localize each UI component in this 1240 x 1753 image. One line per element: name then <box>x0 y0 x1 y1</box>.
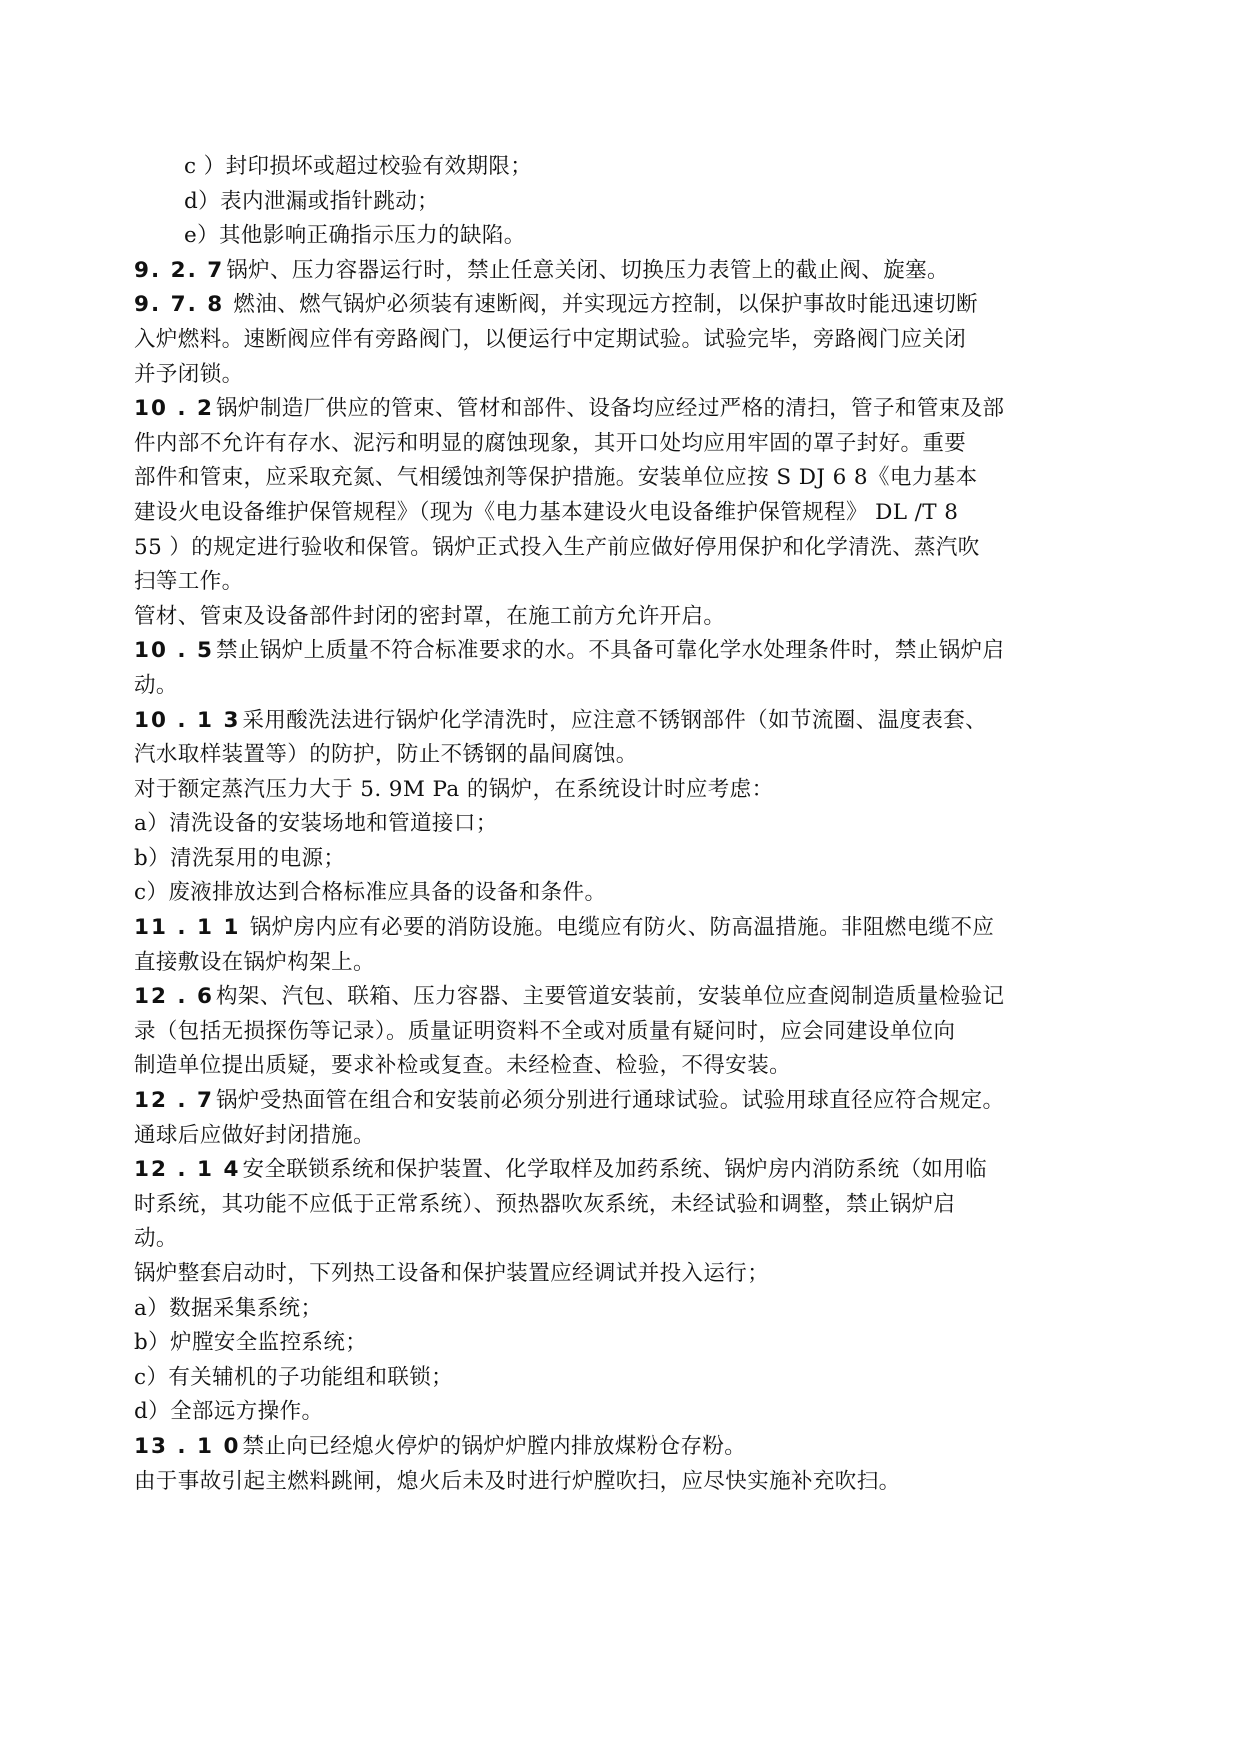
line-text: a）数据采集系统； <box>134 1295 323 1321</box>
text-line <box>134 1222 1114 1257</box>
line-text: 录（包括无损探伤等记录）。质量证明资料不全或对质量有疑问时，应会同建设单位向 <box>134 1018 956 1044</box>
text-line <box>134 876 1114 911</box>
line-text: 部件和管束，应采取充氮、气相缓蚀剂等保护措施。安装单位应按 S DJ 6 8《电力基本 <box>134 465 978 491</box>
clause-line <box>134 980 1114 1015</box>
line-text: 采用酸洗法进行锅炉化学清洗时，应注意不锈钢部件（如节流圈、温度表套、 <box>242 707 988 733</box>
line-text: 动。 <box>134 1226 178 1252</box>
line-text: c ）封印损坏或超过校验有效期限； <box>184 154 533 179</box>
clause-number: 12 . 7 <box>134 1088 215 1114</box>
clause-number: 10 . 1 3 <box>134 707 241 733</box>
line-text: e）其他影响正确指示压力的缺陷。 <box>184 223 526 249</box>
text-line <box>134 1188 1114 1223</box>
clause-number: 13 . 1 0 <box>134 1433 241 1459</box>
line-text: 禁止向已经熄火停炉的锅炉炉膛内排放煤粉仓存粉。 <box>242 1433 747 1459</box>
line-text: 汽水取样装置等）的防护，防止不锈钢的晶间腐蚀。 <box>134 742 638 768</box>
text-line <box>134 946 1114 981</box>
clause-line <box>134 1153 1114 1188</box>
clause-line <box>134 1084 1114 1119</box>
text-line <box>134 565 1114 600</box>
line-text: 锅炉房内应有必要的消防设施。电缆应有防火、防高温措施。非阻燃电缆不应 <box>242 915 995 941</box>
line-text: 55 ）的规定进行验收和保管。锅炉正式投入生产前应做好停用保护和化学清洗、蒸汽吹 <box>134 534 980 560</box>
line-text: 直接敷设在锅炉构架上。 <box>134 949 375 975</box>
line-text: 建设火电设备维护保管规程》（现为《电力基本建设火电设备维护保管规程》 DL /T 8 <box>134 499 959 525</box>
text-line <box>134 842 1114 877</box>
clause-line <box>134 1430 1114 1465</box>
text-line <box>134 1361 1114 1396</box>
line-text: a）清洗设备的安装场地和管道接口； <box>134 811 498 837</box>
text-line <box>134 427 1114 462</box>
text-line <box>134 738 1114 773</box>
text-line <box>134 461 1114 496</box>
line-text: 动。 <box>134 672 178 698</box>
line-text: d）全部远方操作。 <box>134 1399 324 1425</box>
line-text: 锅炉制造厂供应的管束、管材和部件、设备均应经过严格的清扫，管子和管束及部 <box>216 396 1005 422</box>
line-text: c）有关辅机的子功能组和联锁； <box>134 1364 454 1390</box>
text-line <box>134 807 1114 842</box>
clause-line <box>134 911 1114 946</box>
text-line <box>134 185 1114 220</box>
clause-number: 12 . 6 <box>134 984 215 1010</box>
text-line <box>134 1119 1114 1154</box>
line-text: 锅炉受热面管在组合和安装前必须分别进行通球试验。试验用球直径应符合规定。 <box>216 1088 1005 1114</box>
line-text: 制造单位提出质疑，要求补检或复查。未经检查、检验，不得安装。 <box>134 1053 792 1079</box>
line-text: d）表内泄漏或指针跳动； <box>184 188 440 214</box>
line-text: b）炉膛安全监控系统； <box>134 1330 368 1356</box>
line-text: 入炉燃料。速断阀应伴有旁路阀门，以便运行中定期试验。试验完毕，旁路阀门应关闭 <box>134 326 967 352</box>
line-text: 由于事故引起主燃料跳闸，熄火后未及时进行炉膛吹扫，应尽快实施补充吹扫。 <box>134 1468 901 1494</box>
line-text: 安全联锁系统和保护装置、化学取样及加药系统、锅炉房内消防系统（如用临 <box>242 1157 988 1183</box>
line-text: b）清洗泵用的电源； <box>134 845 346 871</box>
line-text: 通球后应做好封闭措施。 <box>134 1122 375 1148</box>
text-line <box>134 773 1114 808</box>
text-line <box>134 496 1114 531</box>
line-text: 并予闭锁。 <box>134 361 244 387</box>
clause-number: 10 . 2 <box>134 396 215 422</box>
clause-number: 11 . 1 1 <box>134 915 241 941</box>
text-line <box>134 323 1114 358</box>
text-line <box>134 358 1114 393</box>
clause-number: 9. 7. 8 <box>134 292 225 318</box>
text-line <box>134 1049 1114 1084</box>
text-line <box>134 531 1114 566</box>
text-line <box>134 150 1114 185</box>
text-line <box>134 1395 1114 1430</box>
text-line <box>134 1465 1114 1500</box>
text-line <box>134 1326 1114 1361</box>
line-text: 件内部不允许有存水、泥污和明显的腐蚀现象，其开口处均应用牢固的罩子封好。重要 <box>134 430 967 456</box>
clause-number: 10 . 5 <box>134 638 215 664</box>
line-text: 锅炉整套启动时，下列热工设备和保护装置应经调试并投入运行； <box>134 1261 770 1286</box>
line-text: 构架、汽包、联箱、压力容器、主要管道安装前，安装单位应查阅制造质量检验记 <box>216 984 1005 1010</box>
clause-line <box>134 392 1114 427</box>
clause-number: 12 . 1 4 <box>134 1157 241 1183</box>
text-line <box>134 1292 1114 1327</box>
clause-line <box>134 634 1114 669</box>
document-body <box>134 150 1114 1499</box>
line-text: 燃油、燃气锅炉必须装有速断阀，并实现远方控制，以保护事故时能迅速切断 <box>226 292 979 318</box>
clause-number: 9. 2. 7 <box>134 257 225 283</box>
text-line <box>134 1015 1114 1050</box>
line-text: 扫等工作。 <box>134 569 244 595</box>
clause-line <box>134 254 1114 289</box>
clause-line <box>134 288 1114 323</box>
line-text: 管材、管束及设备部件封闭的密封罩，在施工前方允许开启。 <box>134 603 726 629</box>
text-line <box>134 219 1114 254</box>
line-text: 时系统，其功能不应低于正常系统）、预热器吹灰系统，未经试验和调整，禁止锅炉启 <box>134 1191 956 1217</box>
line-text: 禁止锅炉上质量不符合标准要求的水。不具备可靠化学水处理条件时，禁止锅炉启 <box>216 638 1005 664</box>
line-text: c）废液排放达到合格标准应具备的设备和条件。 <box>134 880 607 906</box>
clause-line <box>134 704 1114 739</box>
line-text: 锅炉、压力容器运行时，禁止任意关闭、切换压力表管上的截止阀、旋塞。 <box>226 257 949 283</box>
line-text: 对于额定蒸汽压力大于 5. 9M Pa 的锅炉，在系统设计时应考虑： <box>134 776 774 802</box>
text-line <box>134 1257 1114 1292</box>
text-line <box>134 669 1114 704</box>
text-line <box>134 600 1114 635</box>
